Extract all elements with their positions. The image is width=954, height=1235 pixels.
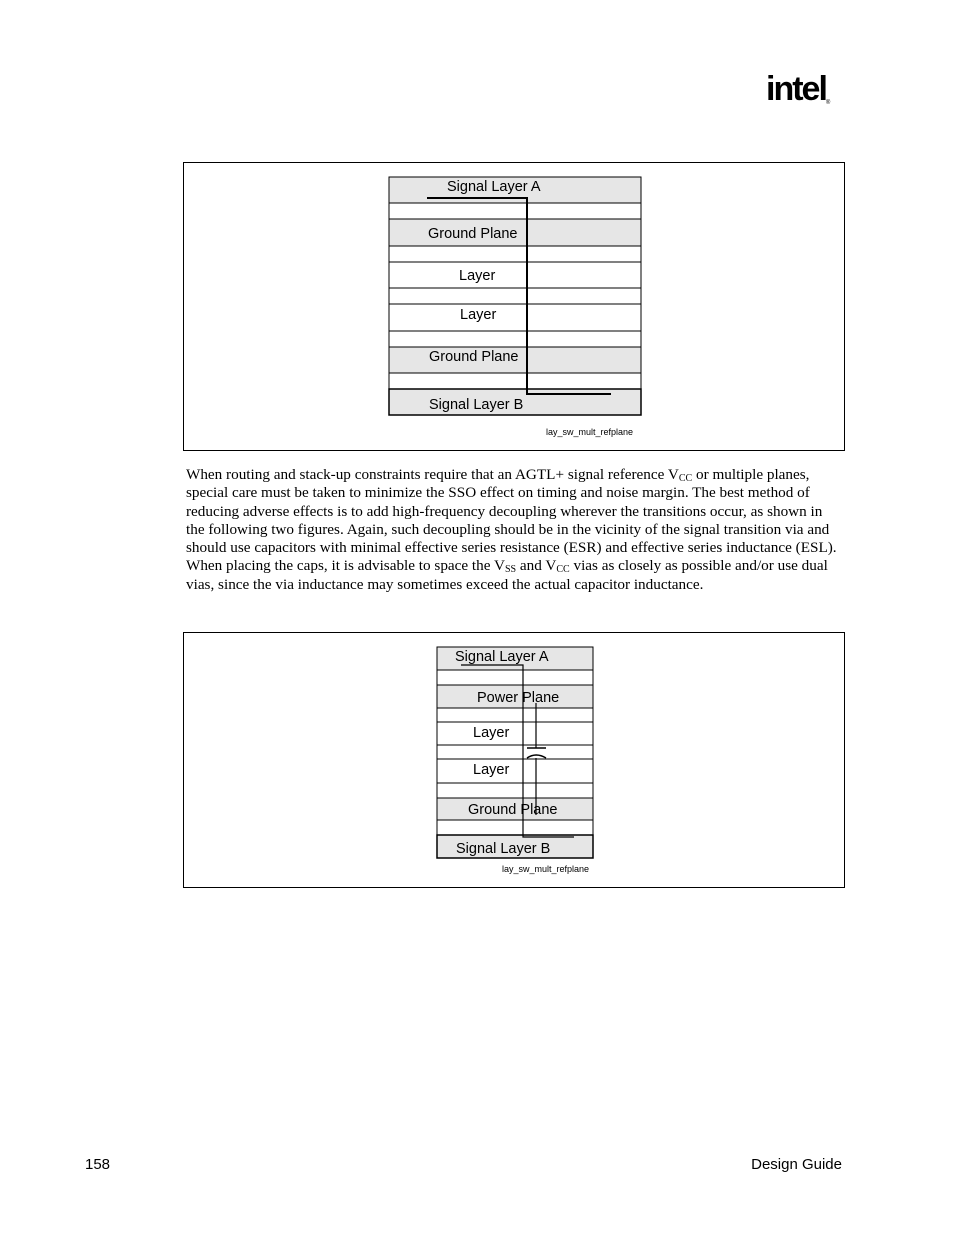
registered-mark: ®	[825, 100, 831, 106]
label-signal-layer-b: Signal Layer B	[429, 397, 524, 413]
body-text-part: When routing and stack-up constraints require that an AGTL+ signal reference V	[186, 466, 679, 483]
subscript-cc: CC	[556, 564, 570, 576]
layer-inner	[437, 759, 593, 783]
label-power-plane: Power Plane	[477, 690, 560, 706]
layer-dielectric	[389, 246, 641, 262]
layer-dielectric	[437, 670, 593, 685]
layer-dielectric	[389, 373, 641, 389]
stackup-diagram-2	[184, 633, 846, 889]
figure-layer-stackup-power	[183, 632, 845, 888]
intel-logo	[766, 72, 830, 106]
layer-dielectric	[437, 745, 593, 759]
label-ground-plane: Ground Plane	[429, 349, 519, 365]
page-number: 158	[85, 1156, 111, 1173]
stackup-diagram-1	[184, 163, 846, 452]
document-title: Design Guide	[751, 1156, 842, 1173]
layer-dielectric	[437, 783, 593, 798]
label-ground-plane: Ground Plane	[428, 226, 518, 242]
label-signal-layer-b: Signal Layer B	[456, 841, 551, 857]
label-signal-layer-a: Signal Layer A	[455, 649, 549, 665]
layer-dielectric	[389, 288, 641, 304]
label-signal-layer-a: Signal Layer A	[447, 179, 541, 195]
layer-dielectric	[437, 708, 593, 722]
layer-inner	[389, 262, 641, 288]
label-layer: Layer	[473, 725, 510, 741]
label-layer: Layer	[473, 762, 510, 778]
layer-inner	[389, 304, 641, 331]
body-text-part: vias as closely as possible and/or use dual vias, since the via inductance may sometimes exceed the actual capacitor inductance.	[186, 557, 828, 593]
logo-text: intel	[766, 70, 826, 108]
layer-dielectric	[437, 820, 593, 835]
layer-dielectric	[389, 203, 641, 219]
figure-caption: lay_sw_mult_refplane	[502, 864, 590, 874]
label-ground-plane: Ground Plane	[468, 802, 558, 818]
layer-dielectric	[389, 331, 641, 347]
body-text-part: and V	[516, 557, 557, 575]
figure-caption: lay_sw_mult_refplane	[546, 427, 634, 437]
subscript-cc: CC	[678, 473, 693, 484]
body-paragraph	[186, 466, 841, 594]
layer-inner	[437, 722, 593, 745]
subscript-ss: SS	[504, 564, 517, 576]
figure-layer-stackup-ground	[183, 162, 845, 451]
label-layer: Layer	[460, 307, 497, 323]
body-text-part: or multiple planes, special care must be taken to minimize the SSO effect on timing and noise margin. The best method of reducing adverse effects is to add high-frequency decoupling wherever the transitions occur, as shown in the following two figures. Again, such decoupling should be in the vicinity of the signal transition via and should use capacitors with minimal effective series resistance (ESR) and effective series inductance (ESL). When placing the caps, it is advisable to space the V	[186, 466, 837, 575]
label-layer: Layer	[459, 268, 496, 284]
